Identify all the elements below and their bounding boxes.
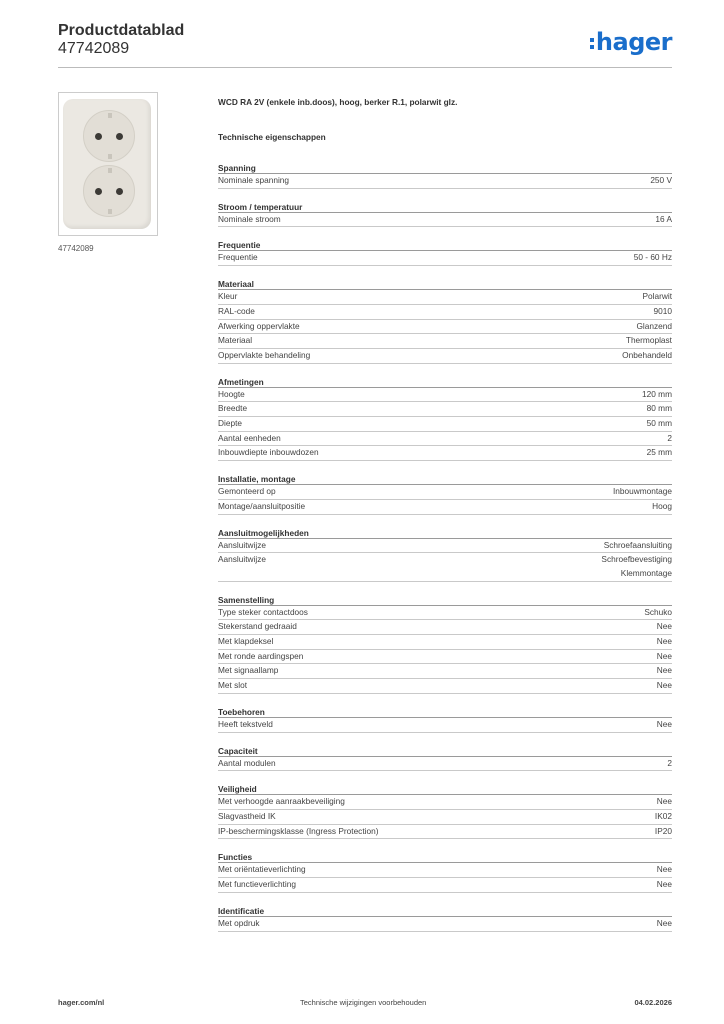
spec-row: [218, 863, 672, 878]
spec-value: 25 mm: [646, 447, 672, 458]
spec-label: Diepte: [218, 418, 242, 429]
spec-row: [218, 251, 672, 266]
spec-label: Gemonteerd op: [218, 486, 276, 497]
spec-label: Heeft tekstveld: [218, 718, 273, 729]
product-image: [58, 92, 158, 236]
spec-value: Polarwit: [642, 291, 672, 302]
spec-row: [218, 417, 672, 432]
spec-group-title: Samenstelling: [218, 590, 672, 606]
spec-label: Aansluitwijze: [218, 539, 266, 550]
spec-group-title: Materiaal: [218, 274, 672, 290]
page-header: [58, 22, 672, 68]
spec-label: IP-beschermingsklasse (Ingress Protection): [218, 825, 379, 836]
spec-value: 50 - 60 Hz: [633, 252, 672, 263]
spec-row: [218, 320, 672, 335]
section-title: Technische eigenschappen: [218, 132, 326, 142]
spec-label: Met ronde aardingspen: [218, 650, 304, 661]
spec-value: Nee: [656, 718, 672, 729]
spec-value: Nee: [656, 636, 672, 647]
spec-row: [218, 334, 672, 349]
spec-group-title: Functies: [218, 847, 672, 863]
spec-value: IP20: [654, 825, 672, 836]
spec-value: Nee: [656, 879, 672, 890]
spec-row: [218, 650, 672, 665]
hager-logo: hager: [590, 28, 672, 56]
spec-row: [218, 917, 672, 932]
spec-label: RAL-code: [218, 305, 255, 316]
spec-value: 2: [667, 432, 672, 443]
spec-group-title: Frequentie: [218, 235, 672, 251]
spec-row: [218, 810, 672, 825]
spec-row: [218, 305, 672, 320]
spec-value: Nee: [656, 680, 672, 691]
spec-label: Aansluitwijze: [218, 554, 266, 565]
spec-group-title: Aansluitmogelijkheden: [218, 523, 672, 539]
spec-group: [218, 235, 672, 274]
spec-value: Nee: [656, 917, 672, 928]
spec-group: [218, 197, 672, 236]
spec-label: Met signaallamp: [218, 665, 279, 676]
header-divider: [58, 67, 672, 68]
spec-row: [218, 664, 672, 679]
spec-value: 120 mm: [642, 388, 672, 399]
spec-value: 50 mm: [646, 418, 672, 429]
spec-label: Aantal modulen: [218, 757, 276, 768]
spec-value: IK02: [654, 810, 672, 821]
spec-row: [218, 795, 672, 810]
spec-value: Schroefaansluiting: [603, 539, 672, 550]
spec-value: Glanzend: [636, 320, 672, 331]
document-number: 47742089: [58, 40, 130, 57]
spec-value: 80 mm: [646, 403, 672, 414]
spec-group: [218, 523, 672, 590]
spec-label: Nominale stroom: [218, 213, 281, 224]
spec-value: Nee: [656, 665, 672, 676]
spec-label: Kleur: [218, 291, 238, 302]
spec-row: [218, 878, 672, 893]
spec-group-title: Identificatie: [218, 901, 672, 917]
spec-row: [218, 757, 672, 772]
spec-value: Nee: [656, 796, 672, 807]
spec-label: Type steker contactdoos: [218, 606, 308, 617]
spec-label: Met functieverlichting: [218, 879, 296, 890]
spec-group-title: Spanning: [218, 158, 672, 174]
spec-value: 2: [667, 757, 672, 768]
spec-value: Onbehandeld: [622, 349, 672, 360]
spec-row: [218, 290, 672, 305]
spec-group: [218, 779, 672, 847]
spec-group-title: Veiligheid: [218, 779, 672, 795]
document-title: Productdatablad: [58, 22, 185, 39]
spec-value: 9010: [653, 305, 672, 316]
spec-group-title: Toebehoren: [218, 702, 672, 718]
spec-row: [218, 432, 672, 447]
double-socket-icon: [63, 99, 151, 229]
spec-row: [218, 446, 672, 461]
spec-label: Oppervlakte behandeling: [218, 349, 311, 360]
spec-value: Nee: [656, 650, 672, 661]
spec-label: Stekerstand gedraaid: [218, 621, 297, 632]
spec-group: [218, 274, 672, 372]
spec-content: [218, 97, 672, 940]
spec-row: [218, 213, 672, 228]
spec-value: Schuko: [644, 606, 672, 617]
spec-label: Hoogte: [218, 388, 245, 399]
product-description: WCD RA 2V (enkele inb.doos), hoog, berker R.1, polarwit glz.: [218, 97, 458, 107]
spec-group: [218, 847, 672, 900]
spec-label: Met slot: [218, 680, 248, 691]
spec-group-title: Capaciteit: [218, 741, 672, 757]
spec-label: Met verhoogde aanraakbeveiliging: [218, 796, 345, 807]
spec-group: [218, 702, 672, 741]
spec-value: Hoog: [652, 500, 672, 511]
spec-value: Schroefbevestiging Klemmontage: [601, 554, 672, 578]
spec-row: [218, 388, 672, 403]
spec-row: [218, 620, 672, 635]
spec-value: Inbouwmontage: [612, 486, 672, 497]
spec-label: Afwerking oppervlakte: [218, 320, 300, 331]
spec-label: Inbouwdiepte inbouwdozen: [218, 447, 319, 458]
footer-website[interactable]: hager.com/nl: [58, 998, 105, 1007]
spec-label: Slagvastheid IK: [218, 810, 276, 821]
spec-group: [218, 741, 672, 780]
spec-row: [218, 635, 672, 650]
spec-group: [218, 158, 672, 197]
spec-group-title: Installatie, montage: [218, 469, 672, 485]
spec-label: Aantal eenheden: [218, 432, 281, 443]
spec-value: Thermoplast: [625, 335, 672, 346]
spec-value: 250 V: [650, 175, 672, 185]
spec-row: [218, 718, 672, 733]
logo-dots-icon: [590, 35, 594, 52]
footer-date: 04.02.2026: [634, 998, 672, 1007]
footer-disclaimer: Technische wijzigingen voorbehouden: [300, 998, 427, 1007]
spec-row: [218, 539, 672, 554]
spec-label: Nominale spanning: [218, 175, 290, 185]
spec-row: [218, 825, 672, 840]
spec-label: Frequentie: [218, 252, 258, 263]
spec-row: [218, 500, 672, 515]
spec-label: Montage/aansluitpositie: [218, 500, 306, 511]
spec-label: Breedte: [218, 403, 248, 414]
spec-value: 16 A: [655, 213, 672, 224]
spec-label: Met oriëntatieverlichting: [218, 864, 306, 875]
spec-group: [218, 901, 672, 940]
spec-group: [218, 469, 672, 522]
image-caption: 47742089: [58, 244, 94, 253]
spec-label: Met opdruk: [218, 917, 260, 928]
spec-group: [218, 590, 672, 702]
spec-row: [218, 349, 672, 364]
spec-row: [218, 679, 672, 694]
spec-label: Materiaal: [218, 335, 253, 346]
spec-value: Nee: [656, 621, 672, 632]
spec-row: [218, 174, 672, 189]
spec-group: [218, 372, 672, 470]
spec-group-title: Stroom / temperatuur: [218, 197, 672, 213]
spec-row: [218, 485, 672, 500]
spec-label: Met klapdeksel: [218, 636, 274, 647]
spec-value: Nee: [656, 864, 672, 875]
spec-group-title: Afmetingen: [218, 372, 672, 388]
spec-groups: [218, 158, 672, 940]
spec-row: [218, 606, 672, 621]
spec-row: [218, 402, 672, 417]
spec-row: [218, 553, 672, 581]
